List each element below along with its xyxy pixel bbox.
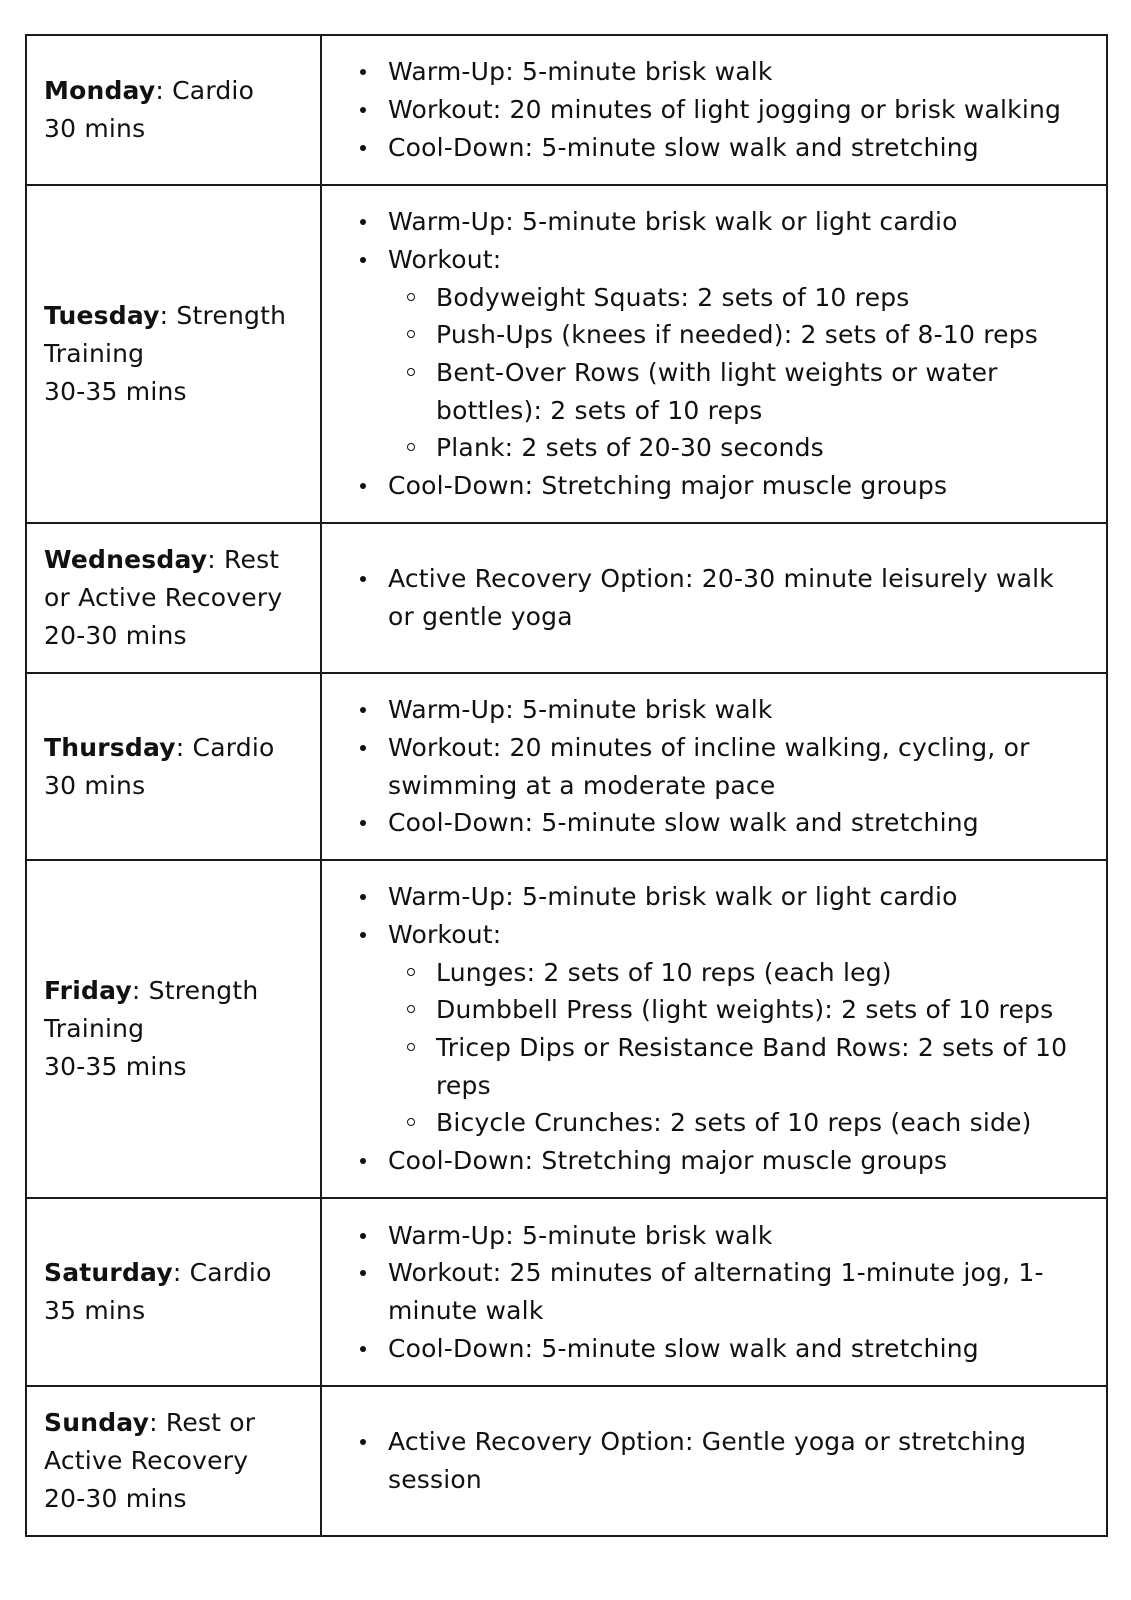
workout-duration: 30-35 mins — [44, 1052, 187, 1081]
list-item: Warm-Up: 5-minute brisk walk — [352, 53, 1088, 91]
workout-type: Cardio — [192, 732, 275, 762]
list-item: Workout: 25 minutes of alternating 1-minute jog, 1-minute walk — [352, 1254, 1088, 1329]
day-cell — [26, 185, 321, 523]
list-item: Workout: 20 minutes of incline walking, cycling, or swimming at a moderate pace — [352, 729, 1088, 804]
list-item: Cool-Down: 5-minute slow walk and stretching — [352, 1330, 1088, 1368]
workout-details-cell — [321, 35, 1107, 185]
list-item: Active Recovery Option: 20-30 minute leisurely walk or gentle yoga — [352, 560, 1088, 635]
workout-duration: 30 mins — [44, 114, 146, 143]
day-name: Thursday — [44, 732, 176, 762]
list-item-label: Workout: — [388, 244, 502, 274]
workout-type: Strength — [148, 976, 259, 1005]
workout-item-list — [352, 1217, 1088, 1368]
table-row — [26, 1198, 1107, 1386]
list-item: Warm-Up: 5-minute brisk walk or light cardio — [352, 878, 1088, 916]
workout-type-continued: Training — [44, 1014, 145, 1043]
sub-list-item: Lunges: 2 sets of 10 reps (each leg) — [400, 954, 1088, 992]
workout-item-list — [352, 691, 1088, 842]
day-name-separator: : — [155, 76, 173, 105]
workout-details-cell — [321, 523, 1107, 673]
workout-details-cell — [321, 1386, 1107, 1536]
day-heading-line — [44, 541, 304, 579]
workout-duration: 20-30 mins — [44, 621, 187, 650]
workout-duration: 20-30 mins — [44, 1484, 187, 1513]
day-heading-line — [44, 972, 304, 1010]
day-cell — [26, 35, 321, 185]
day-name: Friday — [44, 976, 132, 1005]
day-name-separator: : — [149, 1408, 166, 1437]
list-item: Cool-Down: 5-minute slow walk and stretching — [352, 804, 1088, 842]
day-name-separator: : — [131, 976, 149, 1005]
day-cell — [26, 1198, 321, 1386]
list-item: Warm-Up: 5-minute brisk walk — [352, 1217, 1088, 1255]
day-heading-line — [44, 72, 304, 110]
day-heading-line — [44, 1254, 304, 1292]
workout-type-continued: Training — [44, 339, 145, 368]
workout-item-list — [352, 1423, 1088, 1498]
workout-item-list — [352, 53, 1088, 166]
list-item: Cool-Down: 5-minute slow walk and stretching — [352, 129, 1088, 167]
sub-list-item: Bicycle Crunches: 2 sets of 10 reps (each side) — [400, 1104, 1088, 1142]
day-cell — [26, 673, 321, 860]
sub-list-item: Tricep Dips or Resistance Band Rows: 2 sets of 10 reps — [400, 1029, 1088, 1104]
day-name-separator: : — [172, 1258, 190, 1287]
exercise-sublist — [388, 279, 1088, 468]
workout-type: Strength — [176, 301, 287, 330]
workout-details-cell — [321, 1198, 1107, 1386]
table-row — [26, 523, 1107, 673]
list-item — [352, 241, 1088, 467]
workout-details-cell — [321, 185, 1107, 523]
workout-duration: 35 mins — [44, 1296, 146, 1325]
table-row — [26, 185, 1107, 523]
workout-type: Cardio — [189, 1258, 272, 1287]
day-heading-line — [44, 297, 304, 335]
list-item-label: Workout: — [388, 919, 502, 949]
day-name: Sunday — [44, 1408, 150, 1437]
workout-item-list — [352, 203, 1088, 505]
day-cell — [26, 1386, 321, 1536]
day-name-separator: : — [207, 545, 225, 574]
day-heading-line — [44, 1404, 304, 1442]
sub-list-item: Plank: 2 sets of 20-30 seconds — [400, 429, 1088, 467]
list-item: Warm-Up: 5-minute brisk walk or light cardio — [352, 203, 1088, 241]
sub-list-item: Bodyweight Squats: 2 sets of 10 reps — [400, 279, 1088, 317]
workout-type-continued: or Active Recovery — [44, 583, 283, 612]
weekly-workout-table — [25, 34, 1108, 1537]
table-row — [26, 860, 1107, 1198]
list-item: Cool-Down: Stretching major muscle groups — [352, 467, 1088, 505]
list-item: Cool-Down: Stretching major muscle groups — [352, 1142, 1088, 1180]
workout-details-cell — [321, 860, 1107, 1198]
sub-list-item: Bent-Over Rows (with light weights or water bottles): 2 sets of 10 reps — [400, 354, 1088, 429]
day-heading-line — [44, 729, 304, 767]
workout-duration: 30 mins — [44, 770, 146, 800]
list-item: Warm-Up: 5-minute brisk walk — [352, 691, 1088, 729]
workout-type: Rest — [224, 545, 280, 574]
day-name: Monday — [44, 76, 156, 105]
workout-details-cell — [321, 673, 1107, 860]
table-row — [26, 1386, 1107, 1536]
workout-item-list — [352, 878, 1088, 1180]
day-cell — [26, 860, 321, 1198]
table-row — [26, 673, 1107, 860]
list-item: Active Recovery Option: Gentle yoga or stretching session — [352, 1423, 1088, 1498]
sub-list-item: Dumbbell Press (light weights): 2 sets of 10 reps — [400, 991, 1088, 1029]
sub-list-item: Push-Ups (knees if needed): 2 sets of 8-10 reps — [400, 316, 1088, 354]
day-name: Wednesday — [44, 545, 208, 574]
workout-type-continued: Active Recovery — [44, 1446, 249, 1475]
workout-duration: 30-35 mins — [44, 377, 187, 406]
day-name: Saturday — [44, 1258, 173, 1287]
exercise-sublist — [388, 954, 1088, 1143]
day-cell — [26, 523, 321, 673]
workout-item-list — [352, 560, 1088, 635]
table-row — [26, 35, 1107, 185]
workout-type: Rest or — [165, 1408, 256, 1437]
workout-type: Cardio — [172, 76, 255, 105]
list-item: Workout: 20 minutes of light jogging or brisk walking — [352, 91, 1088, 129]
day-name-separator: : — [159, 301, 177, 330]
day-name: Tuesday — [44, 301, 160, 330]
list-item — [352, 916, 1088, 1142]
day-name-separator: : — [175, 732, 193, 762]
